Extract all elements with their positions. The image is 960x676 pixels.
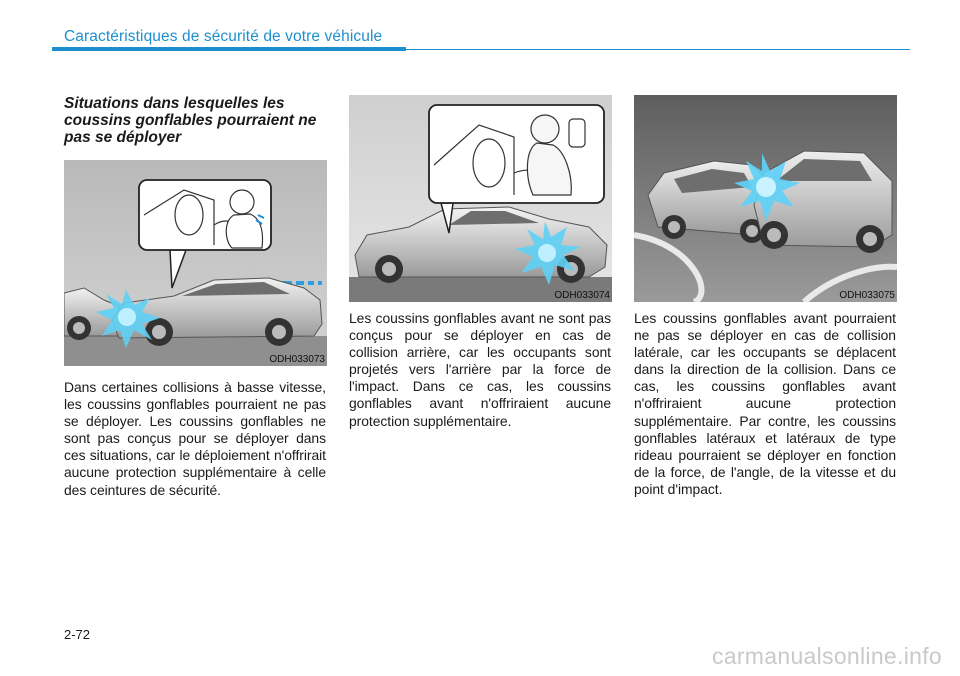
header-rule bbox=[406, 49, 910, 51]
figure-code: ODH033073 bbox=[269, 354, 325, 365]
page-number: 2-72 bbox=[64, 627, 91, 642]
section-heading: Situations dans lesquelles les coussins gonflables pourraient ne pas se déployer bbox=[64, 95, 317, 146]
figure-code: ODH033074 bbox=[554, 290, 610, 301]
paragraph-low-speed: Dans certaines collisions à basse vitesse, les coussins gonflables pourraient ne pas se déployer. Les coussins gonflables ne sont pas conçus pour se déployer dans ces situations, car le déploiement n'offrirait aucune protection supplémentaire à celle des ceintures de sécurité. bbox=[64, 379, 326, 498]
figure-rear-collision bbox=[349, 95, 612, 302]
header-rule-accent bbox=[52, 47, 406, 51]
paragraph-side-collision: Les coussins gonflables avant pourraient ne pas se déployer en cas de collision latérale, car les occupants se déplacent dans la direction de la collision. Dans ce cas, les coussins gonflables avant n'offriraient aucune protection supplémentaire. Par contre, les coussins gonflables latéraux et latéraux de type rideau pourraient se déployer en fonction de la force, de l'angle, de la vitesse et du point d'impact. bbox=[634, 310, 896, 497]
paragraph-rear-collision: Les coussins gonflables avant ne sont pas conçus pour se déployer en cas de collision arrière, car les occupants sont projetés vers l'arrière par la force de l'impact. Dans ce cas, les coussins gonflables avant n'offriraient aucune protection supplémentaire. bbox=[349, 310, 611, 429]
illustration-side-collision bbox=[634, 95, 897, 302]
watermark: carmanualsonline.info bbox=[711, 643, 942, 669]
figure-side-collision bbox=[634, 95, 897, 302]
figure-code: ODH033075 bbox=[839, 290, 895, 301]
illustration-low-speed-collision bbox=[64, 160, 327, 366]
section-header-title: Caractéristiques de sécurité de votre véhicule bbox=[64, 28, 383, 45]
illustration-rear-collision bbox=[349, 95, 612, 302]
figure-low-speed-collision bbox=[64, 160, 327, 366]
